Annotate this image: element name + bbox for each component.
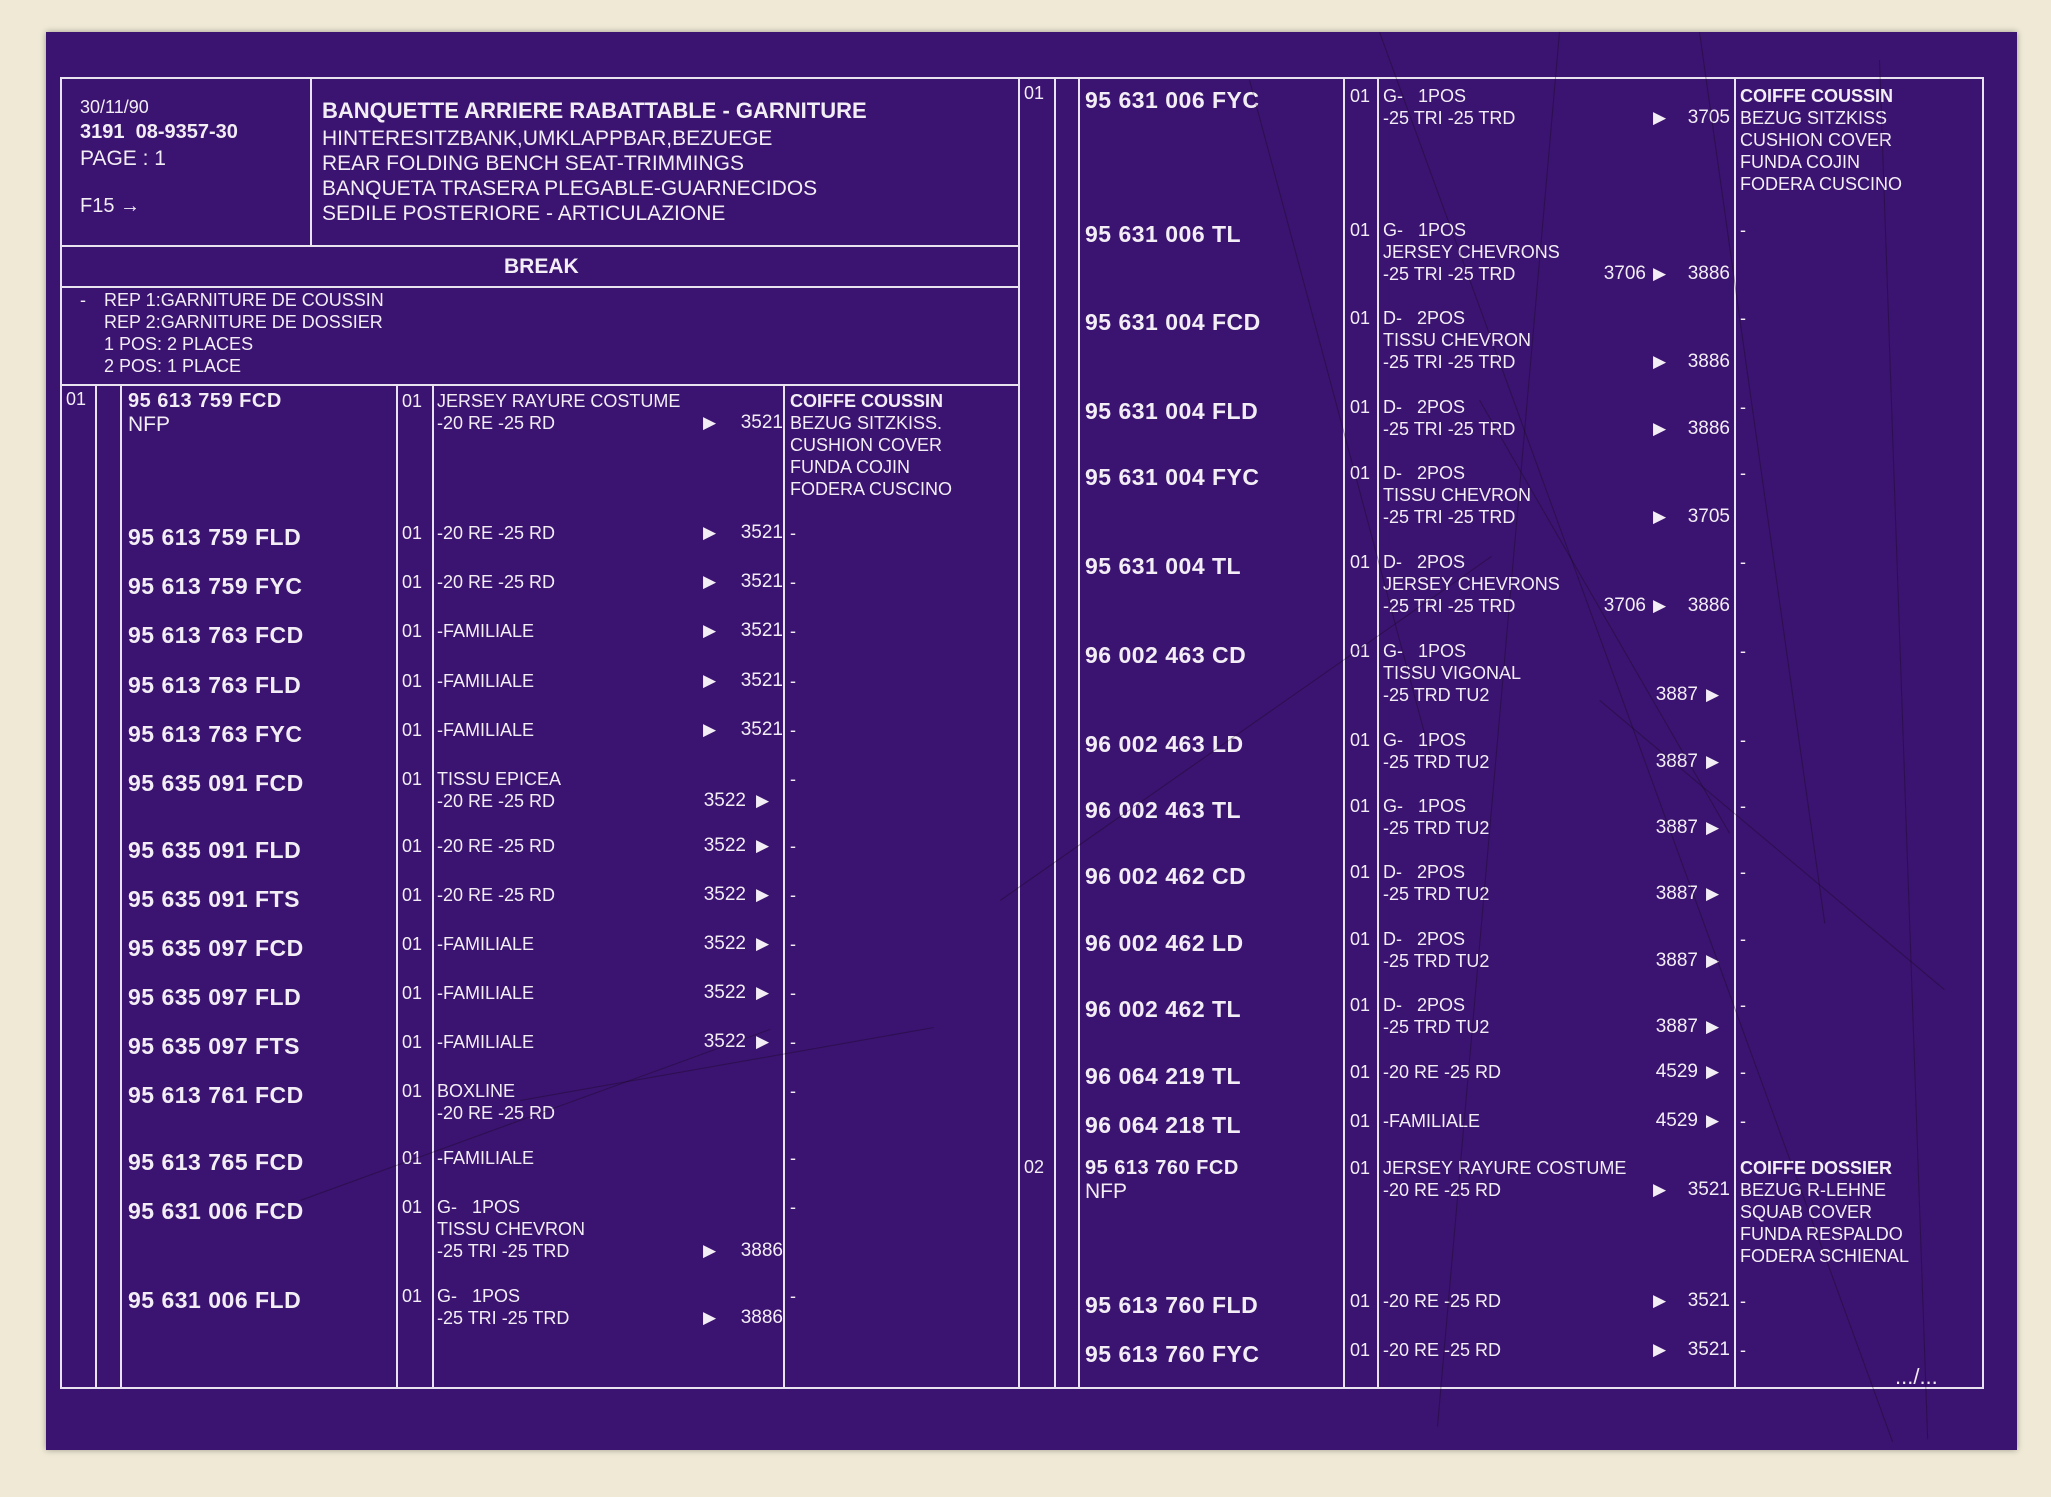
right-qty: 01 — [1350, 463, 1371, 483]
right-col-line-2 — [1377, 77, 1379, 1388]
right-arrow-icon: ▶ — [1653, 1291, 1667, 1310]
right-qty: 01 — [1350, 862, 1371, 882]
left-desc-line: -FAMILIALE — [437, 983, 535, 1003]
right-arrow-icon: ▶ — [1706, 818, 1720, 837]
right-ref-number: 3887 — [1655, 1016, 1698, 1037]
right-arrow-icon: ▶ — [1653, 507, 1667, 526]
right-col-line-3 — [1734, 77, 1736, 1388]
center-divider-1 — [1018, 77, 1020, 1388]
left-qty: 01 — [402, 1197, 423, 1217]
right-ref-number: 3887 — [1655, 950, 1698, 971]
left-part-number: 95 635 091 FTS — [128, 886, 300, 912]
right-ref-number: 3886 — [1687, 263, 1730, 284]
left-part-number: 95 613 759 FLD — [128, 524, 302, 550]
right-ref-number: 3886 — [1687, 351, 1730, 372]
right-designation: FODERA SCHIENAL — [1740, 1246, 1910, 1266]
right-part-number: 95 613 760 FCD — [1085, 1157, 1239, 1179]
right-part-number: 96 002 462 TL — [1085, 996, 1242, 1022]
left-qty: 01 — [402, 1081, 423, 1101]
right-desc-line: -25 TRD TU2 — [1383, 951, 1490, 971]
right-designation: COIFFE COUSSIN — [1740, 86, 1894, 106]
right-designation: CUSHION COVER — [1740, 130, 1893, 150]
right-part-number: 95 631 004 TL — [1085, 553, 1242, 579]
right-qty: 01 — [1350, 730, 1371, 750]
left-part-number: 95 613 765 FCD — [128, 1149, 304, 1175]
left-ref-number: 3522 — [703, 884, 746, 905]
right-designation: - — [1740, 641, 1746, 661]
center-divider-2 — [1054, 77, 1056, 1388]
right-designation: - — [1740, 1291, 1746, 1311]
right-desc-line: -25 TRD TU2 — [1383, 818, 1490, 838]
right-designation: - — [1740, 796, 1746, 816]
right-part-number: 96 064 218 TL — [1085, 1112, 1242, 1138]
right-designation: FUNDA RESPALDO — [1740, 1224, 1903, 1244]
right-designation: SQUAB COVER — [1740, 1202, 1873, 1222]
right-qty: 01 — [1350, 86, 1371, 106]
left-designation: - — [790, 671, 796, 691]
right-designation: - — [1740, 552, 1746, 572]
left-designation: - — [790, 983, 796, 1003]
left-desc-line: G- 1POS — [437, 1197, 521, 1217]
right-qty: 01 — [1350, 220, 1371, 240]
left-desc-line: -FAMILIALE — [437, 934, 535, 954]
left-arrow-icon: ▶ — [756, 791, 770, 810]
right-designation: - — [1740, 397, 1746, 417]
left-part-sub: NFP — [128, 413, 170, 436]
left-designation: - — [790, 934, 796, 954]
right-designation: - — [1740, 308, 1746, 328]
right-part-number: 96 002 463 TL — [1085, 797, 1242, 823]
left-desc-line: G- 1POS — [437, 1286, 521, 1306]
right-desc-line: TISSU CHEVRON — [1383, 330, 1532, 350]
right-designation: - — [1740, 1062, 1746, 1082]
left-ref-number: 3522 — [703, 790, 746, 811]
left-arrow-icon: ▶ — [703, 1241, 717, 1260]
left-col-line-2 — [120, 384, 122, 1388]
right-qty: 01 — [1350, 995, 1371, 1015]
note-pos2: 2 POS: 1 PLACE — [104, 356, 242, 376]
right-desc-line: D- 2POS — [1383, 862, 1466, 882]
right-desc-line: -25 TRI -25 TRD — [1383, 352, 1516, 372]
right-ref-number: 3886 — [1687, 418, 1730, 439]
left-arrow-icon: ▶ — [703, 413, 717, 432]
right-arrow-icon: ▶ — [1653, 264, 1667, 283]
right-arrow-icon: ▶ — [1706, 752, 1720, 771]
header-divider — [310, 77, 312, 245]
left-designation: FUNDA COJIN — [790, 457, 911, 477]
left-col-line-4 — [432, 384, 434, 1388]
right-ref-number: 3521 — [1687, 1179, 1730, 1200]
left-ref-number: 3521 — [740, 571, 783, 592]
break-bottom-line — [60, 286, 1020, 288]
left-ref-number: 3522 — [703, 933, 746, 954]
continuation-mark: .../... — [1895, 1364, 1938, 1389]
right-ref-number: 3521 — [1687, 1339, 1730, 1360]
left-part-number: 95 613 763 FCD — [128, 622, 304, 648]
left-ref-number: 3521 — [740, 719, 783, 740]
right-ref-number: 3887 — [1655, 817, 1698, 838]
left-desc-line: TISSU CHEVRON — [437, 1219, 586, 1239]
left-col-line-3 — [396, 384, 398, 1388]
left-ref-number: 3522 — [703, 1031, 746, 1052]
right-desc-line: -25 TRD TU2 — [1383, 752, 1490, 772]
break-label: BREAK — [504, 255, 579, 278]
right-part-number: 95 613 760 FLD — [1085, 1292, 1259, 1318]
left-qty: 01 — [402, 523, 423, 543]
left-designation: BEZUG SITZKISS. — [790, 413, 943, 433]
left-part-number: 95 635 097 FCD — [128, 935, 304, 961]
left-desc-line: -FAMILIALE — [437, 671, 535, 691]
left-desc-line: -20 RE -25 RD — [437, 572, 556, 592]
right-desc-line: D- 2POS — [1383, 552, 1466, 572]
right-desc-line: -20 RE -25 RD — [1383, 1062, 1502, 1082]
right-qty: 01 — [1350, 397, 1371, 417]
right-desc-line: -25 TRI -25 TRD — [1383, 108, 1516, 128]
left-designation: - — [790, 572, 796, 592]
left-desc-line: -20 RE -25 RD — [437, 836, 556, 856]
left-designation: - — [790, 836, 796, 856]
left-part-number: 95 635 091 FLD — [128, 837, 302, 863]
left-qty: 01 — [402, 1148, 423, 1168]
left-ref-number: 3522 — [703, 982, 746, 1003]
right-ref-number-a: 3706 — [1603, 263, 1646, 284]
right-col-line-1 — [1343, 77, 1345, 1388]
left-ref-number: 3886 — [740, 1307, 783, 1328]
left-ref-number: 3521 — [740, 620, 783, 641]
left-desc-line: BOXLINE — [437, 1081, 516, 1101]
left-ref-number: 3886 — [740, 1240, 783, 1261]
left-ref-number: 3522 — [703, 835, 746, 856]
header-bottom-line — [60, 245, 1020, 247]
right-desc-line: -20 RE -25 RD — [1383, 1340, 1502, 1360]
left-part-number: 95 613 761 FCD — [128, 1082, 304, 1108]
right-desc-line: G- 1POS — [1383, 220, 1467, 240]
left-qty: 01 — [402, 983, 423, 1003]
left-arrow-icon: ▶ — [703, 523, 717, 542]
left-qty: 01 — [402, 621, 423, 641]
right-qty: 01 — [1350, 308, 1371, 328]
right-desc-line: G- 1POS — [1383, 86, 1467, 106]
left-ref-number: 3521 — [740, 522, 783, 543]
right-desc-line: D- 2POS — [1383, 463, 1466, 483]
left-designation: - — [790, 769, 796, 789]
left-qty: 01 — [402, 391, 423, 411]
right-arrow-icon: ▶ — [1653, 419, 1667, 438]
left-part-number: 95 635 097 FTS — [128, 1033, 300, 1059]
right-arrow-icon: ▶ — [1653, 352, 1667, 371]
header-line-it: SEDILE POSTERIORE - ARTICULAZIONE — [322, 202, 726, 225]
right-designation: - — [1740, 862, 1746, 882]
right-designation: BEZUG R-LEHNE — [1740, 1180, 1887, 1200]
right-qty: 01 — [1350, 796, 1371, 816]
right-desc-line: -25 TRD TU2 — [1383, 884, 1490, 904]
left-col-line-1 — [95, 384, 97, 1388]
right-desc-line: -25 TRD TU2 — [1383, 1017, 1490, 1037]
header-page: PAGE : 1 — [80, 147, 166, 170]
left-arrow-icon: ▶ — [703, 671, 717, 690]
right-arrow-icon: ▶ — [1706, 1111, 1720, 1130]
right-desc-line: JERSEY CHEVRONS — [1383, 574, 1560, 594]
left-qty: 01 — [402, 1032, 423, 1052]
right-desc-line: D- 2POS — [1383, 308, 1466, 328]
right-qty: 01 — [1350, 1291, 1371, 1311]
left-designation: COIFFE COUSSIN — [790, 391, 944, 411]
right-ref-2: 02 — [1024, 1157, 1045, 1177]
left-arrow-icon: ▶ — [756, 836, 770, 855]
right-ref-number: 3887 — [1655, 883, 1698, 904]
right-ref-number: 3705 — [1687, 107, 1730, 128]
right-desc-line: G- 1POS — [1383, 641, 1467, 661]
left-arrow-icon: ▶ — [756, 983, 770, 1002]
left-qty: 01 — [402, 1286, 423, 1306]
note-rep2: REP 2:GARNITURE DE DOSSIER — [104, 312, 383, 332]
left-qty: 01 — [402, 572, 423, 592]
left-qty: 01 — [402, 885, 423, 905]
right-desc-line: D- 2POS — [1383, 929, 1466, 949]
right-designation: - — [1740, 463, 1746, 483]
left-part-number: 95 613 763 FLD — [128, 672, 302, 698]
right-desc-line: D- 2POS — [1383, 995, 1466, 1015]
left-designation: - — [790, 885, 796, 905]
left-qty: 01 — [402, 836, 423, 856]
right-qty: 01 — [1350, 1340, 1371, 1360]
left-part-number: 95 613 763 FYC — [128, 721, 303, 747]
left-desc-line: -20 RE -25 RD — [437, 413, 556, 433]
left-designation: - — [790, 1286, 796, 1306]
right-qty: 01 — [1350, 1158, 1371, 1178]
left-arrow-icon: ▶ — [703, 1308, 717, 1327]
right-arrow-icon: ▶ — [1653, 596, 1667, 615]
right-arrow-icon: ▶ — [1653, 108, 1667, 127]
left-desc-line: -20 RE -25 RD — [437, 791, 556, 811]
right-ref-number: 3887 — [1655, 751, 1698, 772]
left-designation: - — [790, 523, 796, 543]
right-arrow-icon: ▶ — [1706, 951, 1720, 970]
left-arrow-icon: ▶ — [703, 720, 717, 739]
header-title: BANQUETTE ARRIERE RABATTABLE - GARNITURE — [322, 98, 867, 123]
right-part-number: 96 002 463 CD — [1085, 642, 1247, 668]
left-designation: - — [790, 1081, 796, 1101]
right-ref-number-a: 3706 — [1603, 595, 1646, 616]
right-part-number: 95 631 006 TL — [1085, 221, 1242, 247]
right-desc-line: -20 RE -25 RD — [1383, 1180, 1502, 1200]
right-desc-line: JERSEY RAYURE COSTUME — [1383, 1158, 1627, 1178]
right-qty: 01 — [1350, 929, 1371, 949]
left-qty: 01 — [402, 720, 423, 740]
left-part-number: 95 631 006 FLD — [128, 1287, 302, 1313]
right-desc-line: -25 TRI -25 TRD — [1383, 264, 1516, 284]
right-qty: 01 — [1350, 552, 1371, 572]
right-part-sub: NFP — [1085, 1180, 1127, 1203]
left-arrow-icon: ▶ — [756, 1032, 770, 1051]
left-ref: 01 — [66, 389, 87, 409]
left-designation: - — [790, 1032, 796, 1052]
left-arrow-icon: ▶ — [756, 934, 770, 953]
right-desc-line: G- 1POS — [1383, 730, 1467, 750]
right-designation: FUNDA COJIN — [1740, 152, 1861, 172]
right-designation: - — [1740, 1340, 1746, 1360]
left-desc-line: -25 TRI -25 TRD — [437, 1308, 570, 1328]
right-part-number: 95 631 004 FLD — [1085, 398, 1259, 424]
left-designation: - — [790, 1197, 796, 1217]
left-desc-line: -FAMILIALE — [437, 1148, 535, 1168]
left-designation: - — [790, 720, 796, 740]
right-ref-1: 01 — [1024, 83, 1045, 103]
right-ref-number: 3886 — [1687, 595, 1730, 616]
left-ref-number: 3521 — [740, 670, 783, 691]
right-ref-number: 3521 — [1687, 1290, 1730, 1311]
left-designation: - — [790, 1148, 796, 1168]
left-desc-line: -25 TRI -25 TRD — [437, 1241, 570, 1261]
right-part-number: 95 631 004 FCD — [1085, 309, 1261, 335]
notes-bottom-line — [60, 384, 1020, 386]
right-part-number: 95 631 006 FYC — [1085, 87, 1260, 113]
right-ref-number: 3705 — [1687, 506, 1730, 527]
right-desc-line: -25 TRD TU2 — [1383, 685, 1490, 705]
left-part-number: 95 613 759 FYC — [128, 573, 303, 599]
right-part-number: 95 631 004 FYC — [1085, 464, 1260, 490]
right-arrow-icon: ▶ — [1706, 1017, 1720, 1036]
right-designation: BEZUG SITZKISS — [1740, 108, 1888, 128]
right-desc-line: G- 1POS — [1383, 796, 1467, 816]
left-designation: - — [790, 621, 796, 641]
left-desc-line: TISSU EPICEA — [437, 769, 562, 789]
right-arrow-icon: ▶ — [1653, 1180, 1667, 1199]
right-ref-number: 3887 — [1655, 684, 1698, 705]
right-designation: - — [1740, 1111, 1746, 1131]
right-designation: FODERA CUSCINO — [1740, 174, 1903, 194]
right-designation: - — [1740, 220, 1746, 240]
left-desc-line: -20 RE -25 RD — [437, 523, 556, 543]
center-divider-3 — [1078, 77, 1080, 1388]
left-col-line-5 — [783, 384, 785, 1388]
header-line-de: HINTERESITZBANK,UMKLAPPBAR,BEZUEGE — [322, 127, 773, 150]
notes-dash: - — [80, 290, 86, 310]
left-arrow-icon: ▶ — [756, 885, 770, 904]
right-desc-line: TISSU CHEVRON — [1383, 485, 1532, 505]
left-part-number: 95 635 097 FLD — [128, 984, 302, 1010]
left-designation: CUSHION COVER — [790, 435, 943, 455]
right-desc-line: JERSEY CHEVRONS — [1383, 242, 1560, 262]
left-arrow-icon: ▶ — [703, 621, 717, 640]
right-designation: - — [1740, 730, 1746, 750]
left-desc-line: -FAMILIALE — [437, 621, 535, 641]
left-desc-line: -20 RE -25 RD — [437, 885, 556, 905]
right-qty: 01 — [1350, 1111, 1371, 1131]
right-desc-line: TISSU VIGONAL — [1383, 663, 1522, 683]
right-part-number: 95 613 760 FYC — [1085, 1341, 1260, 1367]
right-qty: 01 — [1350, 1062, 1371, 1082]
right-arrow-icon: ▶ — [1706, 685, 1720, 704]
left-part-number: 95 613 759 FCD — [128, 390, 282, 412]
right-arrow-icon: ▶ — [1653, 1340, 1667, 1359]
right-designation: - — [1740, 929, 1746, 949]
header-f-ref: F15 → — [80, 195, 141, 217]
left-desc-line: -20 RE -25 RD — [437, 1103, 556, 1123]
right-ref-number: 4529 — [1655, 1061, 1698, 1082]
right-part-number: 96 064 219 TL — [1085, 1063, 1242, 1089]
header-line-en: REAR FOLDING BENCH SEAT-TRIMMINGS — [322, 152, 744, 175]
right-part-number: 96 002 462 CD — [1085, 863, 1247, 889]
right-ref-number: 4529 — [1655, 1110, 1698, 1131]
note-pos1: 1 POS: 2 PLACES — [104, 334, 254, 354]
header-code: 3191 08-9357-30 — [80, 121, 238, 143]
left-part-number: 95 631 006 FCD — [128, 1198, 304, 1224]
right-qty: 01 — [1350, 641, 1371, 661]
right-arrow-icon: ▶ — [1706, 1062, 1720, 1081]
left-qty: 01 — [402, 671, 423, 691]
left-desc-line: -FAMILIALE — [437, 720, 535, 740]
right-designation: COIFFE DOSSIER — [1740, 1158, 1893, 1178]
right-desc-line: -25 TRI -25 TRD — [1383, 507, 1516, 527]
left-desc-line: JERSEY RAYURE COSTUME — [437, 391, 681, 411]
left-ref-number: 3521 — [740, 412, 783, 433]
left-desc-line: -FAMILIALE — [437, 1032, 535, 1052]
right-desc-line: -FAMILIALE — [1383, 1111, 1481, 1131]
right-part-number: 96 002 462 LD — [1085, 930, 1244, 956]
right-desc-line: -20 RE -25 RD — [1383, 1291, 1502, 1311]
right-desc-line: -25 TRI -25 TRD — [1383, 419, 1516, 439]
right-desc-line: D- 2POS — [1383, 397, 1466, 417]
left-part-number: 95 635 091 FCD — [128, 770, 304, 796]
left-qty: 01 — [402, 769, 423, 789]
right-designation: - — [1740, 995, 1746, 1015]
right-desc-line: -25 TRI -25 TRD — [1383, 596, 1516, 616]
right-part-number: 96 002 463 LD — [1085, 731, 1244, 757]
header-line-es: BANQUETA TRASERA PLEGABLE-GUARNECIDOS — [322, 177, 818, 200]
right-arrow-icon: ▶ — [1706, 884, 1720, 903]
header-date: 30/11/90 — [80, 97, 149, 117]
left-designation: FODERA CUSCINO — [790, 479, 953, 499]
left-arrow-icon: ▶ — [703, 572, 717, 591]
left-qty: 01 — [402, 934, 423, 954]
note-rep1: REP 1:GARNITURE DE COUSSIN — [104, 290, 384, 310]
